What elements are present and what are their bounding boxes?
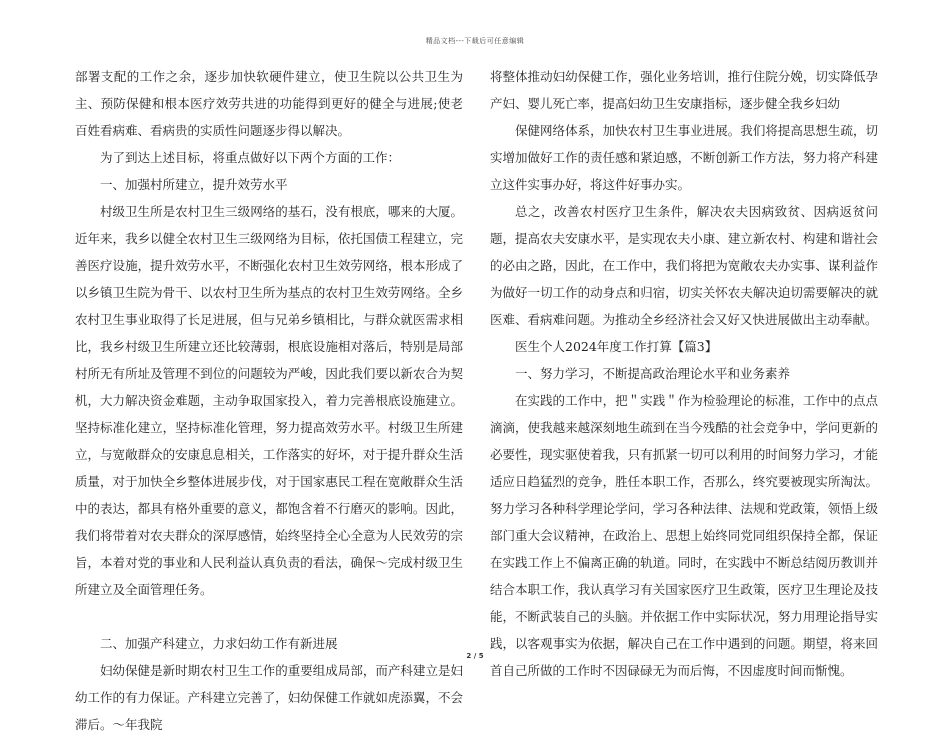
paragraph: 部署支配的工作之余，逐步加快软硬件建立，使卫生院以公共卫生为主、预防保健和根本医疗效劳共进的功能得到更好的健全与进展;使老百姓看病难、看病贵的实质性问题逐步得以解决。 [75,69,463,138]
left-column [75,63,463,738]
section-heading: 一、加强村所建立，提升效劳水平 [100,177,288,192]
paragraph: 村级卫生所是农村卫生三级网络的基石，没有根底，哪来的大厦。近年来，我乡以健全农村卫生三级网络为目标，依托国债工程建立，完善医疗设施，提升效劳水平，不断强化农村卫生效劳网络，根本形成了以乡镇卫生院为骨干、以农村卫生所为基点的农村卫生效劳网络。全乡农村卫生事业取得了长足进展，但与兄弟乡镇相比，与群众就医需求相比，我乡村级卫生所建立还比较薄弱，根底设施相对落后，特别是局部村所无有所址及管理不到位的问题较为严峻，因此我们要以新农合为契机，大力解决资金难题，主动争取国家投入，着力完善根底设施建立。坚持标准化建立，坚持标准化管理，努力提高效劳水平。村级卫生所建立，与宽敞群众的安康息息相关，工作落实的好坏，对于提升群众生活质量，对于加快全乡整体进展步伐，对于国家惠民工程在宽敞群众生活中的表达，都具有格外重要的意义，都饱含着不行磨灭的影响。因此，我们将带着对农夫群众的深厚感情，始终坚持全心全意为人民效劳的宗旨，本着对党的事业和人民利益认真负责的看法，确保～完成村级卫生所建立及全面管理任务。 [75,204,463,597]
article-title: 医生个人2024年度工作打算【篇3】 [515,339,718,354]
paragraph: 为了到达上述目标，将重点做好以下两个方面的工作： [100,150,401,165]
page-number: 2 / 5 [466,652,484,660]
page-header: 精品文档---下载后可任意编辑 [425,37,525,45]
paragraph: 在实践的工作中，把＂实践＂作为检验理论的标准，工作中的点点滴滴，使我越来越深刻地生疏到在当今残酷的社会竞争中，学问更新的必要性，现实驱使着我，只有抓紧一切可以利用的时间努力学习，才能适应日趋猛烈的竞争，胜任本职工作，否那么，终究要被现实所淘汰。努力学习各种科学理论学问，学习各种法律、法规和党政策，领悟上级部门重大会议精神，在政治上、思想上始终同党同组织保持全都，保证在实践工作上不偏离正确的轨道。同时，在实践中不断总结阅历教训并结合本职工作，我认真学习有关国家医疗卫生政策，医疗卫生理论及技能，不断武装自己的头脑。并依据工作中实际状况，努力用理论指导实践，以客观事实为依据，解决自己在工作中遇到的问题。期望，将来回首自己所做的工作时不因碌碌无为而后悔，不因虚度时间而惭愧。 [490,393,878,678]
section-heading: 二、加强产科建立，力求妇幼工作有新进展 [100,636,338,651]
paragraph: 保健网络体系，加快农村卫生事业进展。我们将提高思想生疏，切实增加做好工作的责任感和紧迫感，不断创新工作方法，努力将产科建立这件实事办好，将这件好事办实。 [490,123,878,192]
paragraph: 总之，改善农村医疗卫生条件，解决农夫因病致贫、因病返贫问题，提高农夫安康水平，是实现农夫小康、建立新农村、构建和谐社会的必由之路，因此，在工作中，我们将把为宽敞农夫办实事、谋利益作为做好一切工作的动身点和归宿，切实关怀农夫解决迫切需要解决的就医难、看病难问题。为推动全乡经济社会又好又快进展做出主动奉献。 [490,204,878,327]
paragraph: 将整体推动妇幼保健工作，强化业务培训，推行住院分娩，切实降低孕产妇、婴儿死亡率，提高妇幼卫生安康指标，逐步健全我乡妇幼 [490,69,878,111]
section-heading: 一、努力学习，不断提高政治理论水平和业务素养 [515,366,791,381]
paragraph: 妇幼保健是新时期农村卫生工作的重要组成局部，而产科建立是妇幼工作的有力保证。产科建立完善了，妇幼保健工作就如虎添翼，不会滞后。～年我院 [75,663,463,732]
spacer [75,603,463,630]
right-column [490,63,878,684]
